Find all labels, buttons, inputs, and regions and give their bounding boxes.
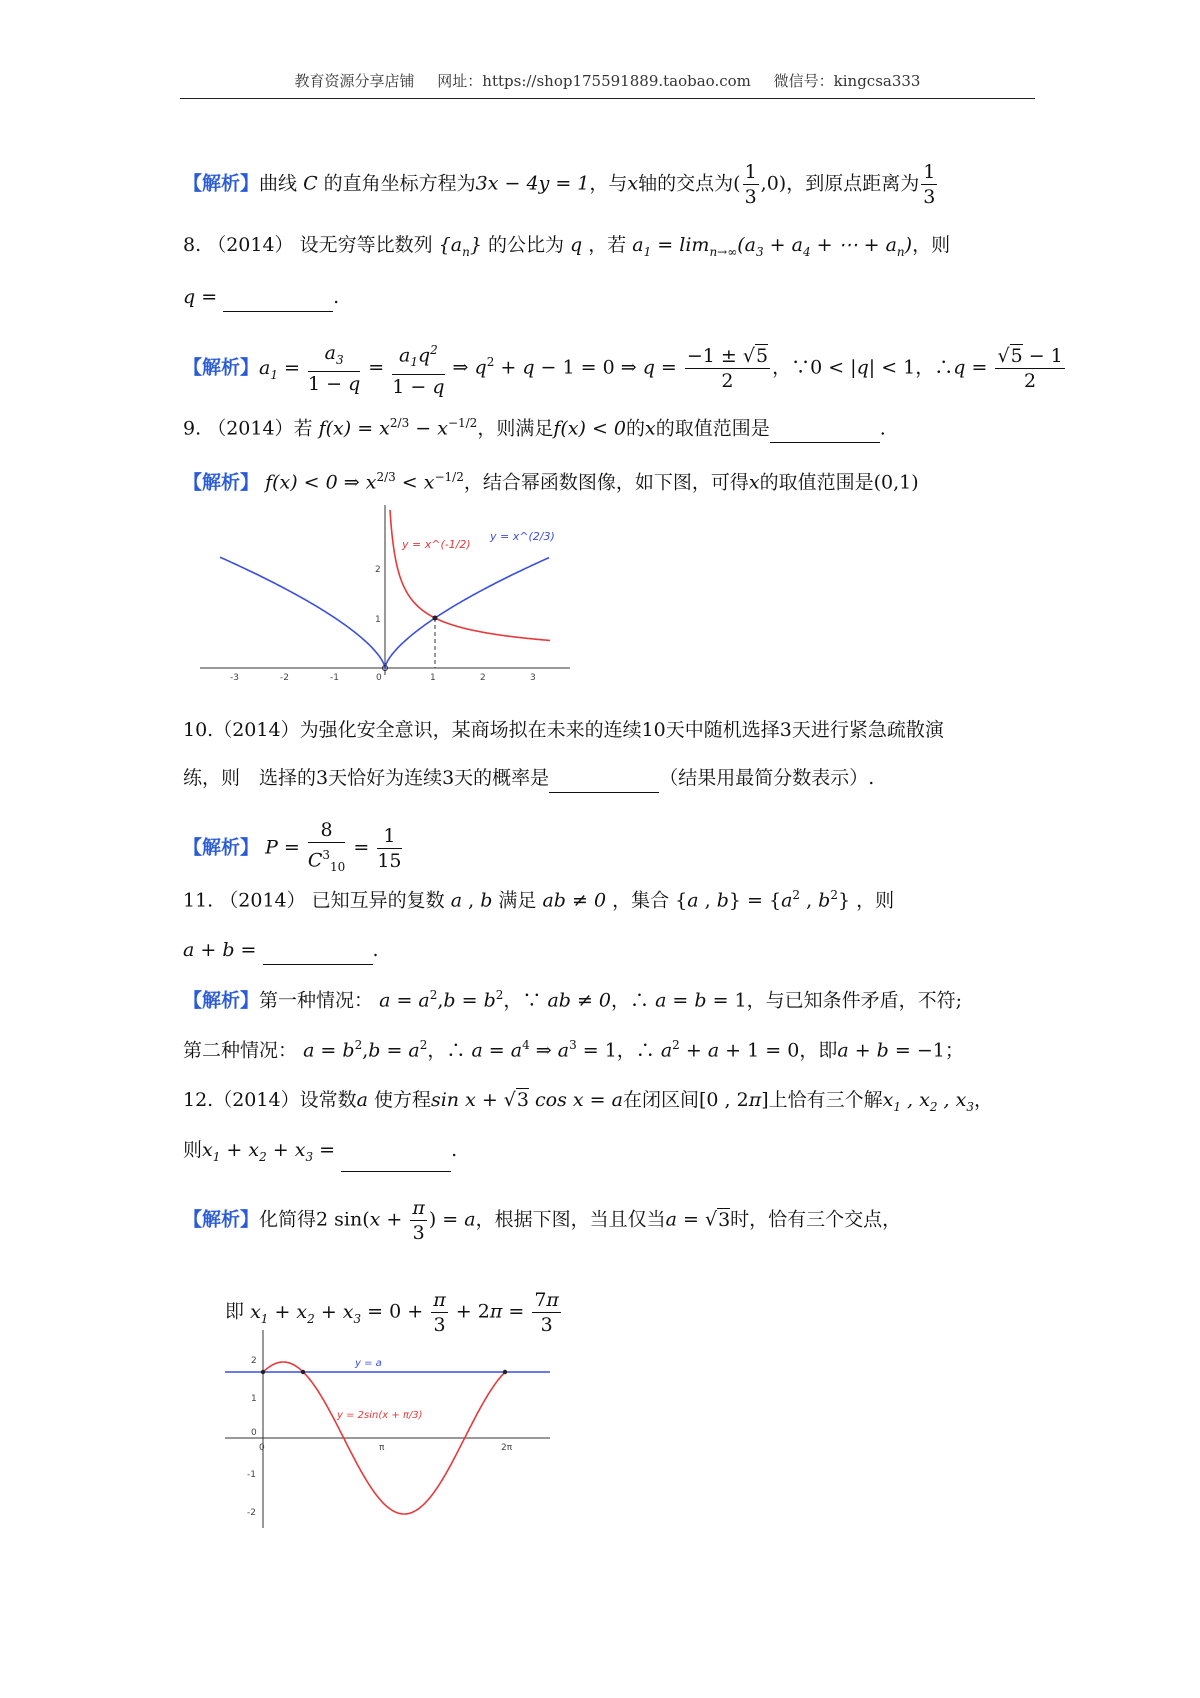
answer-blank[interactable]	[223, 291, 333, 312]
solution-12: 【解析】化简得2 sin(x + $\frac{\pi}{3}$ ) = a，根据下图，当且仅当a = √3时，恰有三个交点，	[183, 1197, 902, 1244]
question-12: 12.（2014）设常数a 使方程sin x + √3 cos x = a在闭区间[0 , 2π]上恰有三个解$x_1$ , $x_2$ , $x_3$，	[183, 1089, 993, 1114]
x-tick-label: 2	[480, 673, 486, 683]
y-tick-label: 1	[375, 615, 381, 625]
intersection-point	[433, 616, 438, 621]
question-10: 10.（2014）为强化安全意识，某商场拟在未来的连续10天中随机选择3天进行紧急疏散演	[183, 719, 944, 741]
label-red: y = x^(-1/2)	[402, 538, 471, 551]
x-tick-label: 0	[376, 673, 382, 683]
jiexi-label: 【解析】	[183, 172, 260, 195]
page-header	[180, 70, 1035, 91]
solution-9: 【解析】 f(x) < 0 ⇒ $x^{2/3} < x^{-1/2}$，结合幂函数图像，如下图，可得x的取值范围是(0,1)	[183, 470, 919, 494]
y-tick-label: 1	[251, 1394, 257, 1404]
y-tick-label: -1	[247, 1470, 256, 1480]
x-tick-label: -2	[280, 673, 289, 683]
solution-11-case1: 【解析】第一种情况： $a = a^2,b = b^2$，∵ ab ≠ 0，∴ a = b = 1，与已知条件矛盾，不符;	[183, 988, 963, 1012]
header-divider	[180, 98, 1035, 99]
header-wechat: 微信号：kingcsa333	[773, 72, 921, 90]
solution-10: 【解析】 P = $\frac{8}{C^3_{10}}$ = $\frac{1}{15}$	[183, 819, 402, 875]
label-blue: y = x^(2/3)	[490, 530, 555, 543]
question-11-answer-line: a + b = .	[183, 935, 379, 965]
question-11: 11. （2014） 已知互异的复数 a , b 满足 ab ≠ 0 ，集合 {a , $b\} = \{a^2$ , $b^2$} ，则	[183, 888, 895, 912]
answer-blank[interactable]	[341, 1151, 451, 1172]
y-tick-label: 2	[251, 1356, 257, 1366]
solution-11-case2: 第二种情况： $a = b^2,b = a^2$，∴ $a = a^4$ ⇒ $a^3 = 1$，∴ $a^2 + a + 1 = 0$，即a + b = −1；	[183, 1038, 964, 1062]
question-8: 8. （2014） 设无穷等比数列 $\{a_n\}$ 的公比为 q ，若 $a_1 = \lim_{n\to\infty}(a_3 + a_4$ + ⋯ + $a_n$)，则	[183, 234, 951, 259]
question-8-answer-line: q = .	[183, 282, 339, 312]
sine-graph	[215, 1330, 560, 1530]
header-url[interactable]: 网址：https://shop175591889.taobao.com	[437, 72, 751, 90]
solution-8: 【解析】$a_1$ = $\frac{a_3}{1 - q}$ = $\frac{a_1q^2}{1 - q}$ ⇒ $q^2 + q - 1 = 0$ ⇒ q = $\frac{-1 \pm √5}{2}$ ，∵0 < |q| < 1，∴q = $\frac{√5 - 1}{2}$	[183, 338, 1067, 399]
x-tick-label: 3	[530, 673, 536, 683]
intersection-point	[503, 1370, 507, 1374]
answer-blank[interactable]	[263, 944, 373, 965]
question-10-line2: 练，则 选择的3天恰好为连续3天的概率是 （结果用最简分数表示）.	[183, 763, 874, 793]
answer-blank[interactable]	[549, 772, 659, 793]
label-sin: y = 2sin(x + π/3)	[337, 1410, 423, 1421]
label-y-a: y = a	[355, 1358, 382, 1369]
x-tick-label: π	[379, 1443, 385, 1453]
solution-7: 【解析】曲线 C 的直角坐标方程为3x − 4y = 1，与x轴的交点为( $\frac{1}{3}$ ,0)，到原点距离为 $\frac{1}{3}$	[183, 161, 936, 208]
x-tick-label: -3	[230, 673, 239, 683]
intersection-point	[301, 1370, 305, 1374]
y-tick-label: 2	[375, 565, 381, 575]
x-tick-label: 1	[430, 673, 436, 683]
question-12-answer-line: 则$x_1 + x_2 + x_3$ = .	[183, 1135, 457, 1172]
intersection-point	[261, 1370, 265, 1374]
question-9: 9. （2014）若 $f(x) = x^{2/3} - x^{-1/2}$，则满足f(x) < 0的x的取值范围是 .	[183, 408, 886, 443]
header-shop: 教育资源分享店铺	[294, 72, 415, 90]
x-tick-label: -1	[330, 673, 339, 683]
answer-blank[interactable]	[770, 422, 880, 443]
solution-12-result: 即 $x_1 + x_2 + x_3 = 0$ + $\frac{\pi}{3}$ + 2π = $\frac{7\pi}{3}$	[225, 1289, 559, 1336]
y-tick-label: 0	[251, 1428, 257, 1438]
x-tick-label: 2π	[501, 1443, 513, 1453]
power-function-graph	[200, 500, 570, 685]
x-tick-label: 0	[259, 1443, 265, 1453]
y-tick-label: -2	[247, 1508, 256, 1518]
